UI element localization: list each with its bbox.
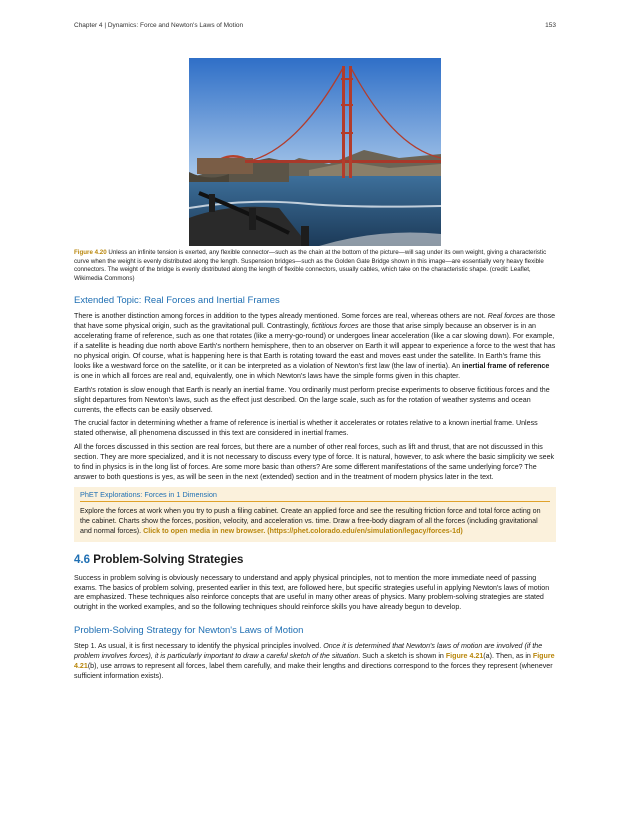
strategy-heading: Problem-Solving Strategy for Newton's Laws of Motion xyxy=(74,625,304,637)
figure xyxy=(74,58,556,246)
chapter-title: Chapter 4 | Dynamics: Force and Newton's Laws of Motion xyxy=(74,22,244,29)
paragraph: All the forces discussed in this section are real forces, but there are a number of other real forces, such as lift and thrust, that are not discussed in this section. They are more specialized, and it is not necessary to discuss every type of force. It is natural, however, to ask where the basic simplicity we seek to find in physics is in the long list of forces. Are some more basic than others? Are some different manifestations of the same underlying force? The answer to both questions is yes, as will be seen in the next (extended) section and in the treatment of modern physics later in the text. xyxy=(74,443,555,481)
section-title: Problem-Solving Strategies xyxy=(90,553,244,566)
golden-gate-bridge-photo xyxy=(189,58,441,246)
running-head xyxy=(74,22,556,34)
page xyxy=(74,22,556,686)
figure-label[interactable]: Figure 4.20 xyxy=(74,249,107,256)
figure-link[interactable]: Figure 4.21 xyxy=(445,652,484,661)
figure-caption xyxy=(74,249,556,283)
phet-title: PhET Explorations: Forces in 1 Dimension xyxy=(80,490,550,502)
paragraph: Step 1. As usual, it is first necessary to identify the physical principles involved. Once it is determined that Newton's laws of motion are involved (if the problem involves forces), it is particularly important to draw a careful sketch of the situation. Such a sketch is shown in Figure 4.21(a). Then, as in Figure 4.21(b), use arrows to represent all forces, label them carefully, and make their lengths and directions correspond to the forces they represent (whenever sufficient information exists). xyxy=(74,642,555,680)
figure-caption-text: Unless an infinite tension is exerted, any flexible connector—such as the chain at the bottom of the picture—will sag under its own weight, giving a characteristic curve when the weight is evenly distributed along the length. Suspension bridges—such as the Golden Gate Bridge shown in this image—are essentially very heavy flexible connectors. The weight of the bridge is evenly distributed along the length of flexible connectors, usually cables, which take on the characteristic shape. (credit: Leaflet, Wikimedia Commons) xyxy=(74,249,547,282)
paragraph: Success in problem solving is obviously necessary to understand and apply physical principles, not to mention the more immediate need of passing exams. The basics of problem solving, presented earlier in this text, are followed here, but specific strategies useful in applying Newton's laws of motion are emphasized. These techniques also reinforce concepts that are useful in many other areas of physics. Many problem-solving strategies are stated outright in the worked examples, and so the following techniques should reinforce skills you have already begun to develop. xyxy=(74,573,550,612)
extended-topic-heading: Extended Topic: Real Forces and Inertial Frames xyxy=(74,295,280,307)
phet-box xyxy=(74,487,556,542)
paragraph: There is another distinction among forces in addition to the types already mentioned. Some forces are real, whereas others are not. Real forces are those that have some physical origin, such as the gravitational pull. Contrastingly, fictitious forces are those that arise simply because an observer is in an accelerating frame of reference, such as one that rotates (like a merry-go-round) or undergoes linear acceleration (like a car slowing down). For example, if a satellite is heading due north above Earth's northern hemisphere, then to an observer on Earth it will appear to experience a force to the west that has no physical origin. Of course, what is happening here is that Earth is rotating toward the east and moves east under the satellite. In Earth's frame this looks like a westward force on the satellite, or it can be interpreted as a violation of Newton's first law (the law of inertia). An inertial frame of reference is one in which all forces are real and, equivalently, one in which Newton's laws have the simple forms given in this chapter. xyxy=(74,312,556,380)
paragraph: The crucial factor in determining whether a frame of reference is inertial is whether it accelerates or rotates relative to a known inertial frame. Unless stated otherwise, all phenomena discussed in this text are considered in inertial frames. xyxy=(74,419,538,438)
paragraph: Earth's rotation is slow enough that Earth is nearly an inertial frame. You ordinarily must perform precise experiments to observe fictitious forces and the slight departures from Newton's laws, such as the effect just described. On the large scale, such as for the rotation of weather systems and ocean currents, the effects can be easily observed. xyxy=(74,385,550,414)
figure-link[interactable]: Figure 4.21 xyxy=(74,652,555,671)
page-number: 153 xyxy=(545,22,556,29)
phet-link[interactable]: Click to open media in new browser. (https://phet.colorado.edu/en/simulation/legacy/forces-1d) xyxy=(143,526,463,535)
section-heading xyxy=(74,554,556,566)
section-number: 4.6 xyxy=(74,553,90,566)
phet-body: Explore the forces at work when you try to push a filing cabinet. Create an applied force and see the resulting friction force and total force acting on the cabinet. Charts show the forces, position, velocity, and acceleration vs. time. Draw a free-body diagram of all the forces (including gravitational and normal forces). Click to open media in new browser. (https://phet.colorado.edu/en/simulation/legacy/forces-1d) xyxy=(80,506,541,535)
